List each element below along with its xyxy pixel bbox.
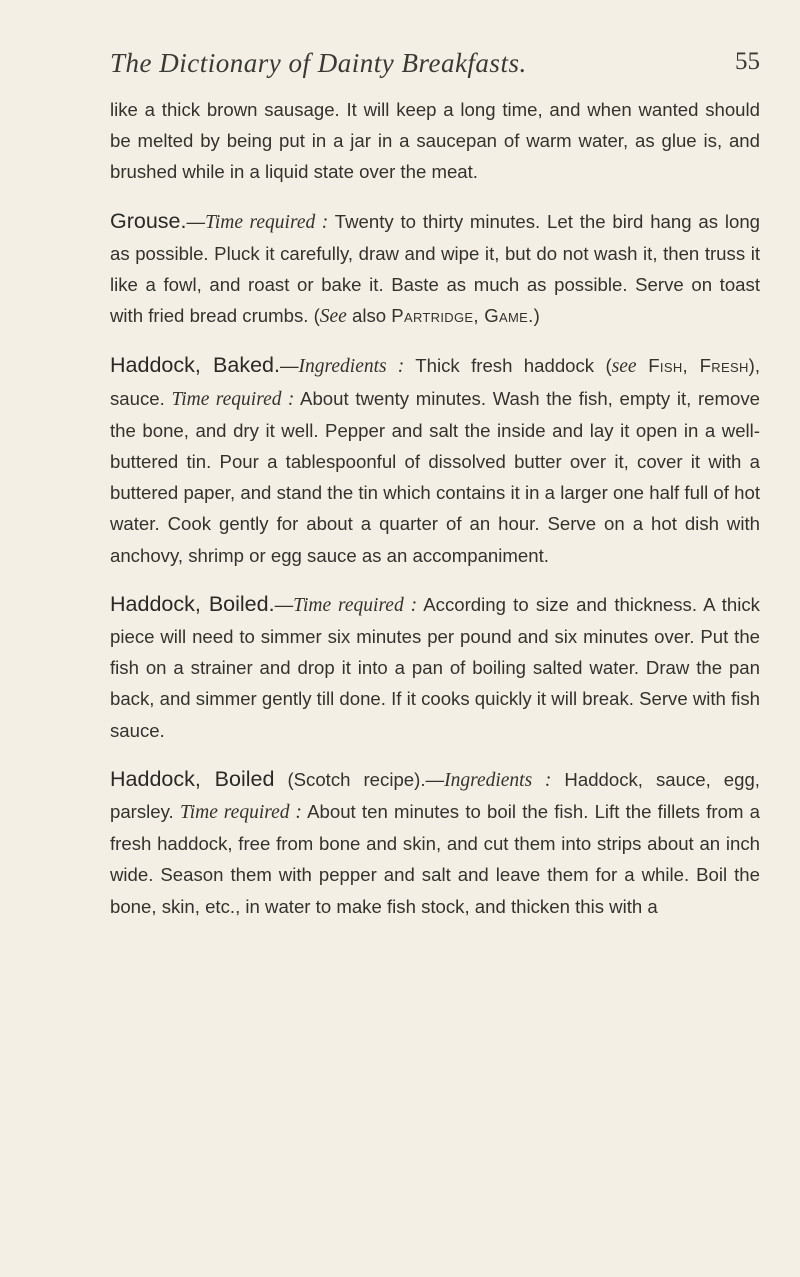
- see-label: see: [611, 356, 637, 378]
- entry-text: According to size and thickness. A thick piece will need to simmer six minutes per pound and six minutes over. Put the fish on a strainer and drop it into a pan of boiling salted water. Draw the pan back, and simmer gently till done. If it cooks quickly it will break. Serve with fish sauce.: [110, 593, 761, 741]
- see-also-text: also: [346, 305, 392, 327]
- entry-haddock-scotch: [110, 764, 760, 922]
- ingredients-text-continued: ), sauce.: [110, 355, 760, 409]
- time-label: Time required :: [205, 211, 329, 233]
- continuation-paragraph: like a thick brown sausage. It will keep a long time, and when wanted should be melted by being put in a jar in a saucepan of warm water, as glue is, and brushed while in a liquid state over the meat.: [110, 99, 760, 183]
- cross-reference: Fish, Fresh: [636, 355, 749, 377]
- cross-reference: Partridge, Game.: [391, 305, 534, 327]
- time-label: Time required :: [171, 388, 295, 410]
- entry-grouse: [110, 206, 760, 333]
- ingredients-label: Ingredients :: [298, 356, 405, 378]
- running-head: [110, 48, 760, 88]
- time-label: Time required :: [179, 802, 302, 824]
- em-dash: —: [186, 210, 206, 232]
- em-dash: —: [274, 593, 294, 615]
- running-head-title: The Dictionary of Dainty Breakfasts.: [110, 48, 527, 78]
- entry-haddock-boiled: [110, 589, 760, 746]
- entry-text: About twenty minutes. Wash the fish, empty it, remove the bone, and dry it well. Pepper and salt the inside and lay it open in a well-buttered tin. Pour a tablespoonful of dissolved butter over it, cover it with a buttered paper, and stand the tin which contains it in a larger one half full of hot water. Cook gently for about a quarter of an hour. Serve on a hot dish with anchovy, shrimp or egg sauce as an accompaniment.: [110, 387, 760, 566]
- entry-haddock-baked: [110, 350, 760, 570]
- close-paren: ): [533, 305, 540, 327]
- ingredients-text: Haddock, sauce, egg, parsley.: [110, 768, 760, 823]
- ingredients-label: Ingredients :: [444, 769, 552, 791]
- entry-text: Twenty to thirty minutes. Let the bird hang as long as possible. Pluck it carefully, draw and wipe it, but do not wash it, then truss it like a fowl, and roast or bake it. Baste as much as possible. Serve on toast with fried bread crumbs. (: [110, 210, 760, 327]
- entry-heading: Haddock, Baked.: [110, 353, 280, 378]
- em-dash: —: [279, 355, 299, 377]
- see-label: See: [319, 306, 347, 328]
- ingredients-text: Thick fresh haddock (: [404, 355, 612, 377]
- em-dash: —: [425, 768, 445, 790]
- time-label: Time required :: [293, 594, 418, 616]
- body-text: [110, 94, 760, 940]
- entry-heading: Haddock, Boiled: [110, 766, 275, 791]
- page-number: 55: [735, 48, 760, 75]
- entry-text: About ten minutes to boil the fish. Lift the fillets from a fresh haddock, free from bone and skin, and cut them into strips about an inch wide. Season them with pepper and salt and leave them for a while. Boil the bone, skin, etc., in water to make fish stock, and thicken this with a: [110, 801, 760, 917]
- entry-heading: Grouse.: [110, 208, 187, 233]
- entry-heading: Haddock, Boiled.: [110, 591, 275, 616]
- entry-subheading: (Scotch recipe).: [274, 768, 426, 790]
